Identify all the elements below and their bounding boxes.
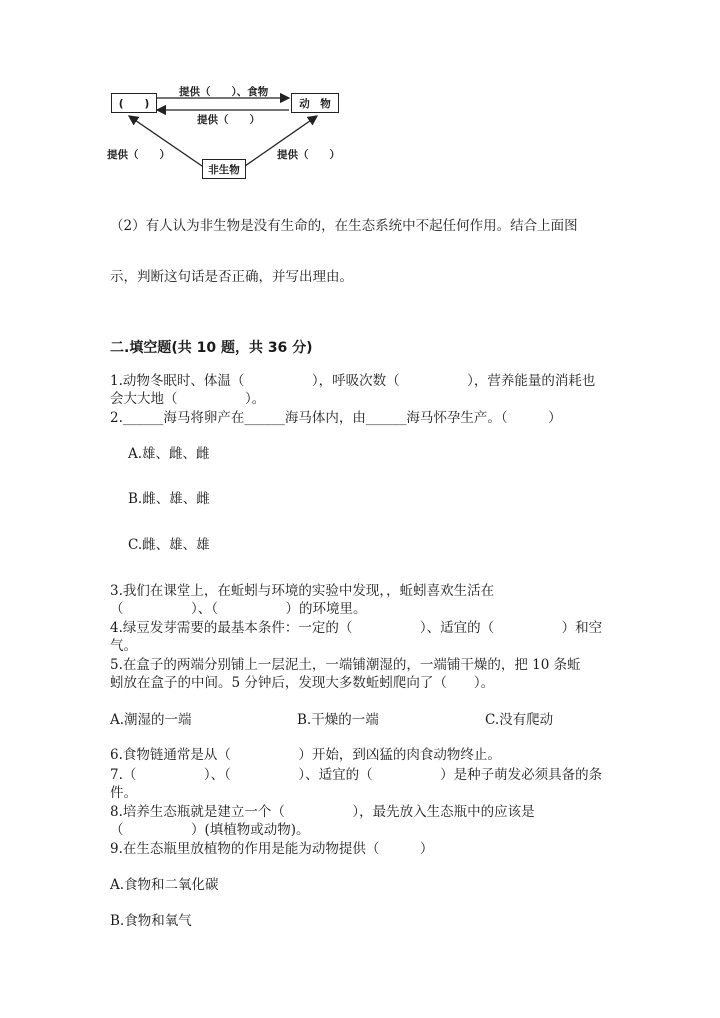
nonliving-box	[202, 159, 246, 179]
q1-line-2: 会大大地（ ）。	[110, 391, 266, 407]
q6-line-1: 6.食物链通常是从（ ）开始，到凶猛的肉食动物终止。	[110, 747, 501, 763]
q1-line-1: 1.动物冬眠时、体温（ ），呼吸次数（ ），营养能量的消耗也	[110, 373, 596, 389]
right-arrow-label: 提供（ ）	[277, 149, 340, 161]
q5-line-2: 蚓放在盒子的中间。5 分钟后，发现大多数蚯蚓爬向了（ ）。	[110, 675, 495, 691]
q9-line-1: 9.在生态瓶里放植物的作用是能为动物提供（ ）	[110, 841, 434, 857]
q7-line-2: 件。	[110, 785, 137, 801]
q4-line-1: 4.绿豆发芽需要的最基本条件：一定的（ ）、适宜的（ ）和空	[110, 620, 603, 636]
q7-line-1: 7.（ ）、（ ）、适宜的（ ）是种子萌发必须具备的条	[110, 767, 603, 783]
nonliving-box-label: 非生物	[208, 163, 240, 176]
ecosystem-diagram	[105, 80, 365, 190]
q2-option-a: A.雄、雌、雌	[128, 446, 210, 462]
animal-box	[291, 93, 339, 113]
section-title: 二.填空题(共 10 题，共 36 分)	[110, 340, 313, 356]
q5-option-b: B.干燥的一端	[297, 712, 379, 728]
q2-option-b: B.雌、雄、雌	[128, 491, 210, 507]
q3-line-2: （ ）、（ ）的环境里。	[110, 601, 367, 617]
q5-option-c: C.没有爬动	[485, 712, 554, 728]
q9-option-b: B.食物和氧气	[110, 913, 192, 929]
question-2-line-1: （2）有人认为非生物是没有生命的，在生态系统中不起任何作用。结合上面图	[110, 218, 578, 234]
q4-line-2: 气。	[110, 638, 137, 654]
q5-option-a: A.潮湿的一端	[110, 712, 192, 728]
question-2-line-2: 示，判断这句话是否正确，并写出理由。	[110, 269, 353, 285]
q8-line-2: （ ）(填植物或动物)。	[110, 822, 310, 838]
q2-line-1: 2.______海马将卵产在______海马体内，由______海马怀孕生产。（ ）	[110, 410, 562, 426]
q8-line-1: 8.培养生态瓶就是建立一个（ ），最先放入生态瓶中的应该是	[110, 804, 535, 820]
top-arrow-label: 提供（ ）、食物	[179, 86, 269, 98]
producer-box-label: ( )	[118, 97, 150, 110]
animal-box-label: 动 物	[299, 97, 331, 110]
left-arrow-label: 提供（ ）	[107, 149, 170, 161]
bottom-arrow-label: 提供（ ）	[197, 114, 260, 126]
q3-line-1: 3.我们在课堂上，在蚯蚓与环境的实验中发现，，蚯蚓喜欢生活在	[110, 583, 495, 599]
q2-option-c: C.雌、雄、雄	[128, 537, 210, 553]
q9-option-a: A.食物和二氧化碳	[110, 877, 219, 893]
producer-box	[111, 93, 157, 113]
q5-line-1: 5.在盒子的两端分别铺上一层泥土，一端铺潮湿的，一端铺干燥的，把 10 条蚯	[110, 657, 581, 673]
